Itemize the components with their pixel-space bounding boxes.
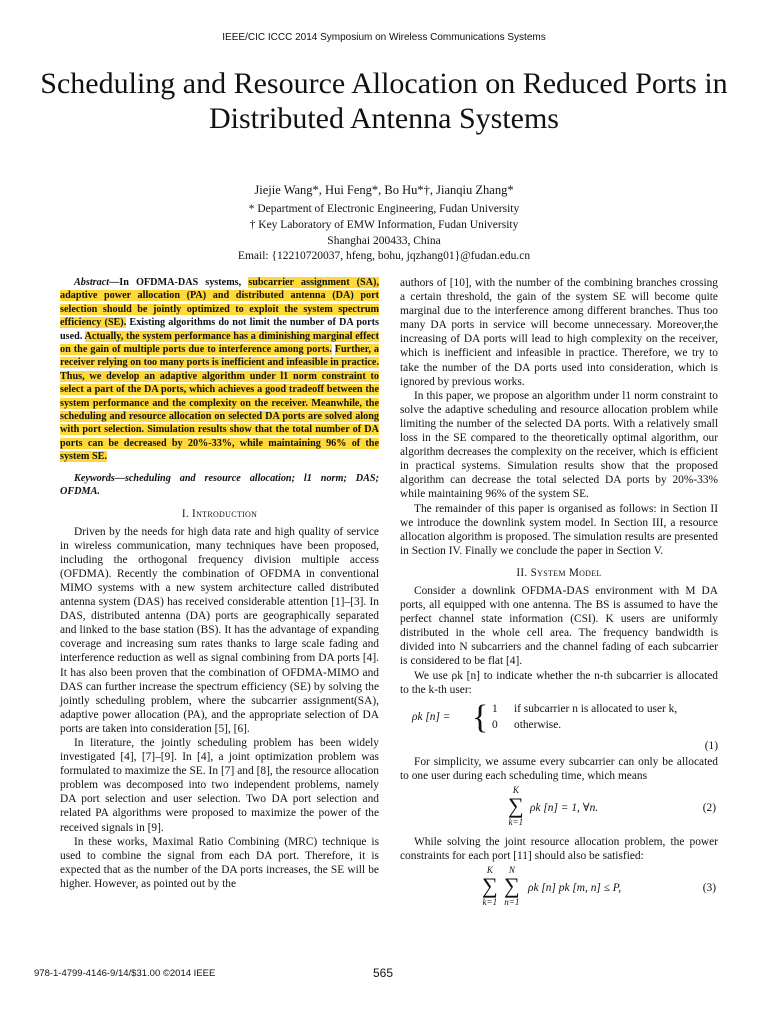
eq1-case2-condition: otherwise.: [514, 718, 562, 731]
eq3-sum-k: K ∑ k=1: [482, 865, 498, 908]
model-paragraph-3: For simplicity, we assume every subcarrier can only be allocated to one user during each scheduling time, which means: [400, 755, 718, 782]
model-paragraph-4: While solving the joint resource allocation problem, the power constraints for each port [11] should also be satisfied:: [400, 835, 718, 862]
eq1-number: (1): [704, 739, 718, 752]
eq3-sum-n-upper: N: [508, 865, 515, 876]
eq3-sum-n: N ∑ n=1: [504, 865, 520, 908]
abstract-highlight-3: Further, a receiver relying on too many ports is inefficient and infeasible in practice. Thus, we develop an adaptive algorithm under l1 norm constraint to select a part of the DA ports, which achieves a good tradeoff between the system performance and the complexity on the receiver. Meanwhile, the scheduling and resource allocation on selected DA ports are solved along with port selection. Simulation results show that the total number of DA ports can be decreased by 20%-33%, while maintaining 96% of the system SE.: [60, 344, 380, 463]
eq1-lhs: ρk [n] =: [412, 710, 451, 723]
eq1-case1-condition: if subcarrier n is allocated to user k,: [514, 702, 678, 715]
section-heading-introduction: I. Introduction: [181, 507, 258, 520]
eq3-sum-n-lower: n=1: [504, 897, 520, 908]
eq3-body: ρk [n] pk [m, n] ≤ P,: [528, 882, 622, 895]
eq2-number: (2): [702, 801, 716, 814]
copyright-footer: 978-1-4799-4146-9/14/$31.00 ©2014 IEEE: [34, 968, 216, 979]
section-heading-system-model: II. System Model: [516, 566, 602, 579]
abstract: [60, 276, 379, 464]
author-list: Jiejie Wang*, Hui Feng*, Bo Hu*†, Jianqiu Zhang*: [254, 183, 514, 197]
abstract-highlight-2: Actually, the system performance has a diminishing marginal effect on the gain of multiple ports due to interference among ports.: [60, 330, 379, 356]
eq1-case1-value: 1: [492, 702, 498, 715]
right-paragraph-2: In this paper, we propose an algorithm under l1 norm constraint to solve the adaptive scheduling and resource allocation problem while limiting the number of the selected DA ports. With a relatively small loss in the SE compared to the theoretically optimal algorithm, our algorithm decreases the complexity on the receiver, which is efficient in practical systems. Simulation results show that the proposed algorithm can decrease the total selected DA ports by 20%-33% while maintaining 96% of the system SE.: [400, 389, 718, 501]
eq2-sum-upper: K: [512, 784, 519, 795]
affiliation-1: * Department of Electronic Engineering, Fudan University: [248, 203, 520, 215]
intro-paragraph-2: In literature, the jointly scheduling problem has been widely investigated [4], [7]–[9]. In [4], a joint optimization problem was formulated to maximize the SE. In [7] and [8], the resource allocation problem was decomposed into two independent problems, namely DA port selection and user selection. Two DA port selection and related PA algorithms were proposed to maximize the power of the received signals in [9].: [60, 737, 379, 834]
right-column: [400, 276, 718, 915]
affiliation-2: † Key Laboratory of EMW Information, Fudan University: [249, 219, 519, 231]
eq3-sum-k-upper: K: [486, 865, 493, 876]
paper-title: Scheduling and Resource Allocation on Reduced Ports in Distributed Antenna Systems: [40, 67, 728, 135]
abstract-text-1: —In OFDMA-DAS systems,: [109, 277, 249, 288]
left-column: [60, 276, 379, 891]
right-paragraph-1: authors of [10], with the number of the combining branches crossing a certain threshold, the gain of the system SE will become quite marginal due to the interference among different branches. Thus too many DA ports in service will become unnecessary. Moreover,the increasing of DA ports will lead to high complexity on the receiver, which is inefficient and infeasible in practice. Therefore, we try to take the number of the DA ports used into consideration, which is ignored by previous works.: [400, 277, 718, 388]
abstract-text-2: Existing algorithms do not limit the number of DA ports used.: [60, 317, 379, 342]
equation-3: [400, 863, 718, 915]
intro-paragraph-1: Driven by the needs for high data rate and high quality of service in wireless communication, many techniques have been proposed, including the orthogonal frequency division multiple access (OFDMA). Recently the combination of OFDMA in conventional MIMO systems with a new system architecture called distributed antenna system (DAS) has received considerable attention [1]–[3]. In DAS, distributed antenna (DA) ports are geographically separated and linked to the base station (BS). It has the advantage of expanding coverage and increasing sum rates thanks to large scale fading and interference reduction as well as signal combining from DA ports [4]. It has also been proven that the combination of OFDMA-MIMO and DAS can further increase the spectrum efficiency (SE) by solving the jointly scheduling problem, where the subcarrier assignment(SA), adaptive power allocation (PA), and the appropriate selection of DA ports are taken into consideration [5], [6].: [60, 525, 379, 735]
keywords: Keywords—scheduling and resource allocation; l1 norm; DAS; OFDMA.: [60, 472, 379, 498]
running-header: IEEE/CIC ICCC 2014 Symposium on Wireless Communications Systems: [222, 32, 546, 43]
eq2-body: ρk [n] = 1, ∀n.: [530, 801, 599, 814]
eq2-sum-lower: k=1: [508, 816, 524, 827]
page-number: 565: [373, 966, 394, 980]
model-paragraph-1: Consider a downlink OFDMA-DAS environment with M DA ports, all equipped with one antenna. The BS is assumed to have the perfect channel state information (CSI). K users are uniformly distributed in the whole cell area. The frequency bandwidth is divided into N subcarriers and the channel fading of each subcarrier is considered to be flat [4].: [400, 584, 718, 668]
abstract-label: Abstract: [74, 277, 110, 288]
equation-1: [400, 699, 718, 739]
eq3-sum-k-lower: k=1: [482, 897, 498, 908]
affiliation-3: Shanghai 200433, China: [327, 235, 441, 247]
intro-paragraph-3: In these works, Maximal Ratio Combining (MRC) technique is used to combine the signal from each DA port. Therefore, it is expected that as the number of the DA ports increases, the SE will be higher. However, as pointed out by the: [60, 835, 379, 890]
right-paragraph-3: The remainder of this paper is organised as follows: in Section II we introduce the downlink system model. In Section III, a resource allocation algorithm is proposed. The simulation results are presented in Section IV. Finally we conclude the paper in Section V.: [400, 502, 718, 557]
eq2-sum-symbol: K ∑ k=1: [508, 784, 524, 827]
eq3-number: (3): [702, 882, 716, 895]
model-paragraph-2: We use ρk [n] to indicate whether the n-th subcarrier is allocated to the k-th user:: [400, 669, 718, 696]
eq1-case2-value: 0: [492, 718, 498, 731]
email-line: Email: {12210720037, hfeng, bohu, jqzhang01}@fudan.edu.cn: [237, 250, 531, 262]
equation-2: [400, 783, 718, 835]
abstract-highlight-1: subcarrier assignment (SA), adaptive power allocation (PA) and distributed antenna (DA) port selection should be jointly optimized to exploit the system spectrum efficiency (SE).: [60, 277, 379, 329]
eq1-brace: {: [472, 698, 489, 736]
